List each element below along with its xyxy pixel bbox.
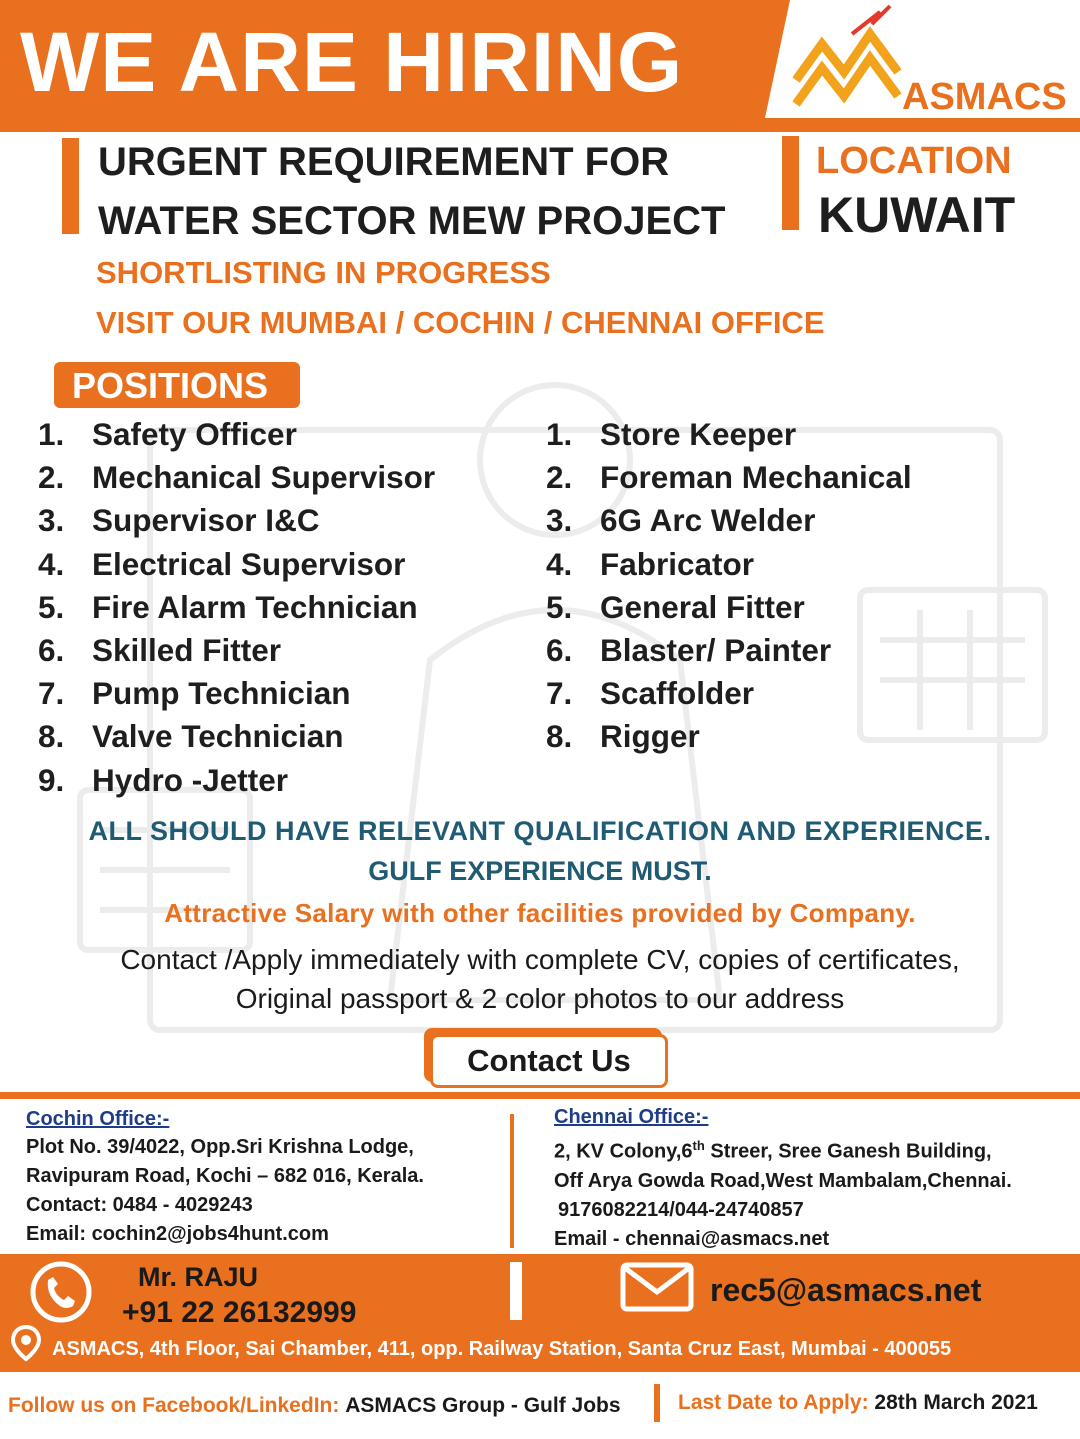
gulf-experience-note: GULF EXPERIENCE MUST. — [368, 856, 712, 886]
list-item: 3. 6G Arc Welder — [546, 502, 816, 539]
contact-name: Mr. RAJU — [138, 1262, 259, 1292]
office-divider — [510, 1114, 514, 1248]
footer-divider — [510, 1262, 522, 1320]
list-item: 4. Electrical Supervisor — [38, 545, 406, 582]
positions-list-left — [38, 413, 435, 802]
list-item: 7. Pump Technician — [38, 675, 351, 712]
requirement-accent-bar — [62, 138, 79, 234]
list-item: 5. Fire Alarm Technician — [38, 588, 418, 625]
bottom-divider — [654, 1384, 660, 1422]
chennai-email[interactable]: Email - chennai@asmacs.net — [554, 1227, 830, 1250]
list-item: 9. Hydro -Jetter — [38, 761, 289, 798]
list-item: 2. Foreman Mechanical — [546, 459, 912, 496]
list-item: 4. Fabricator — [546, 545, 755, 582]
positions-list-right — [546, 413, 912, 759]
requirement-line-1: URGENT REQUIREMENT FOR — [98, 140, 670, 184]
salary-note: Attractive Salary with other facilities provided by Company. — [164, 898, 916, 928]
list-item: 3. Supervisor I&C — [38, 502, 320, 539]
apply-instructions-line-1: Contact /Apply immediately with complete CV, copies of certificates, — [120, 944, 960, 975]
chennai-office — [554, 1106, 1012, 1254]
chennai-address-line-1: 2, KV Colony,6th Streer, Sree Ganesh Building, — [554, 1138, 992, 1163]
cochin-office — [26, 1108, 424, 1249]
positions-tag: POSITIONS — [54, 362, 300, 408]
shortlisting-status: SHORTLISTING IN PROGRESS — [96, 255, 551, 290]
cochin-address-line-1: Plot No. 39/4022, Opp.Sri Krishna Lodge, — [26, 1136, 414, 1158]
chennai-contact: 9176082214/044-24740857 — [558, 1198, 804, 1221]
location-label: LOCATION — [816, 140, 1012, 182]
requirement-line-2: WATER SECTOR MEW PROJECT — [98, 199, 726, 243]
list-item: 7. Scaffolder — [546, 675, 755, 712]
list-item: 2. Mechanical Supervisor — [38, 459, 436, 496]
location-accent-bar — [782, 136, 799, 230]
contact-email[interactable]: rec5@asmacs.net — [710, 1272, 982, 1308]
application-deadline: Last Date to Apply: 28th March 2021 — [678, 1391, 1038, 1414]
list-item: 8. Valve Technician — [38, 718, 344, 755]
cochin-address-line-2: Ravipuram Road, Kochi – 682 016, Kerala. — [26, 1165, 424, 1187]
cochin-office-title: Cochin Office:- — [26, 1108, 170, 1130]
visit-offices-line: VISIT OUR MUMBAI / COCHIN / CHENNAI OFFICE — [96, 305, 825, 340]
asmacs-logo-icon — [792, 4, 902, 112]
location-pin-icon — [10, 1324, 42, 1362]
mumbai-address: ASMACS, 4th Floor, Sai Chamber, 411, opp. Railway Station, Santa Cruz East, Mumbai - 400055 — [52, 1338, 952, 1360]
apply-instructions-line-2: Original passport & 2 color photos to our address — [235, 983, 845, 1014]
hiring-headline: WE ARE HIRING — [20, 15, 684, 109]
list-item: 6. Skilled Fitter — [38, 631, 282, 668]
chennai-office-title: Chennai Office:- — [554, 1106, 709, 1128]
contact-us-button[interactable]: Contact Us — [430, 1034, 668, 1088]
list-item: 5. General Fitter — [546, 588, 805, 625]
qualification-note: ALL SHOULD HAVE RELEVANT QUALIFICATION AND EXPERIENCE. — [88, 816, 992, 846]
contact-phone[interactable]: +91 22 26132999 — [122, 1296, 357, 1329]
list-item: 1. Store Keeper — [546, 416, 797, 452]
cochin-contact: Contact: 0484 - 4029243 — [26, 1194, 253, 1216]
mail-icon — [620, 1262, 694, 1312]
chennai-address-line-2: Off Arya Gowda Road,West Mambalam,Chennai. — [554, 1169, 1012, 1192]
list-item: 8. Rigger — [546, 718, 700, 755]
divider — [0, 1092, 1080, 1099]
location-value: KUWAIT — [818, 187, 1016, 243]
cochin-email[interactable]: Email: cochin2@jobs4hunt.com — [26, 1223, 329, 1245]
phone-icon — [26, 1260, 96, 1324]
list-item: 6. Blaster/ Painter — [546, 631, 832, 668]
list-item: 1. Safety Officer — [38, 416, 297, 452]
brand-name: ASMACS — [902, 76, 1067, 118]
social-follow[interactable]: Follow us on Facebook/LinkedIn: ASMACS Group - Gulf Jobs — [8, 1394, 621, 1417]
